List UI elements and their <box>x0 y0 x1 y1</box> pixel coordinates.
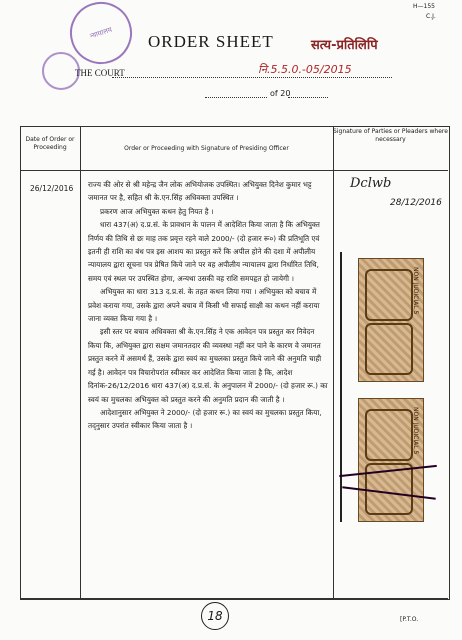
of-dotted-line <box>205 97 267 98</box>
table-bottom-border <box>20 598 448 599</box>
court-seal: न्यायालय <box>62 0 140 72</box>
order-text <box>88 178 328 433</box>
order-paragraph: धारा 437(अ) द.प्र.सं. के प्रावधान के पालन में आदेशित किया जाता है कि अभियुक्त निर्णय की तिथि से छः माह तक प्रवृत्त रहने वाले 2000/- (दो हजार रू०) की प्रतिभूति एवं इतनी ही राशि का बंध पत्र इस आशय का प्रस्तुत करें कि अपील होने की दशा में अपीलीय न्यायालय द्वारा सूचना पत्र प्रेषित किये जाने पर वह अपीलीय न्यायालय द्वारा निर्धारित तिथि, समय एवं स्थल पर उपस्थित होगा, अन्यथा उसकी वह राशि समपहृत हो जायेगी । <box>88 220 320 283</box>
column-divider <box>333 126 334 598</box>
revenue-stamp <box>358 258 424 382</box>
revenue-stamp <box>358 398 424 522</box>
pto-label: [P.T.O. <box>400 616 419 623</box>
order-paragraph: आदेशानुसार अभियुक्त ने 2000/- (दो हजार रू.) का स्वयं का मुचलका प्रस्तुत किया, तद्नुसार उपरांत स्वीकार किया जाता है । <box>88 407 322 431</box>
entry-date: 26/12/2016 <box>30 184 74 193</box>
signature-bracket <box>340 252 354 522</box>
order-paragraph: प्रकरण आज अभियुक्त कथन हेतु नियत है । <box>100 206 214 216</box>
stamp-value: NON JUDICIAL 5 <box>412 267 419 315</box>
page-number: 18 <box>201 602 229 630</box>
signature-date: 28/12/2016 <box>390 198 442 208</box>
stamp-emblem-icon <box>365 323 413 375</box>
stamp-emblem-icon <box>365 409 413 461</box>
date-column-header: Date of Order or Proceeding <box>25 136 75 151</box>
of-year-label: of 20 <box>270 89 291 98</box>
stamp-emblem-icon <box>365 269 413 321</box>
order-column-header: Order or Proceeding with Signature of Presiding Officer <box>124 145 289 152</box>
stamp-value: NON JUDICIAL 5 <box>412 407 419 455</box>
signature: Dclwb <box>350 176 392 191</box>
true-copy-stamp: सत्य-प्रतिलिपि <box>311 38 378 53</box>
order-paragraph: अभियुक्त का धारा 313 द.प्र.सं. के तहत कथन लिया गया । अभियुक्त को बचाव में प्रवेश कराया गया, उसके द्वारा अपने बचाव में किसी भी सफाई साक्षी का कथन नहीं कराया जाना व्यक्त किया गया है । <box>88 287 320 324</box>
year-dotted-line <box>288 97 328 98</box>
order-paragraph: राज्य की ओर से श्री महेन्द्र जैन लोक अभियोजक उपस्थित। अभियुक्त दिनेश कुमार भट्ट जमानत पर है, सहित श्री के.एन.सिंह अधिवक्ता उपस्थित । <box>88 180 312 203</box>
form-cj: C.J. <box>426 13 436 20</box>
order-paragraph: इसी स्तर पर बचाव अधिवक्ता श्री के.एन.सिंह ने एक आवेदन पत्र प्रस्तुत कर निवेदन किया कि, अभियुक्त द्वारा सक्षम जमानतदार की व्यवस्था नहीं कर पाने के कारण वे जमानत प्रस्तुत करने में असमर्थ हैं, उसके द्वारा स्वयं का मुचलका प्रस्तुत किये जाने की अनुमति चाही गई है। आवेदन पत्र विचारोपरांत स्वीकार कर आदेशित किया जाता है कि, आदेश दिनांक-26/12/2016 धारा 437(अ) द.प्र.सं. के अनुपालन में 2000/- (दो हजार रू.) का स्वयं का मुचलका अभियुक्त को प्रस्तुत करने की अनुमति प्रदान की जाती है । <box>88 327 328 404</box>
court-dotted-line <box>112 77 392 78</box>
header-divider <box>20 170 448 171</box>
page-title: ORDER SHEET <box>148 32 274 51</box>
signature-column-header: Signature of Parties or Pleaders where necessary <box>333 128 448 143</box>
form-number: H—155 <box>413 3 435 10</box>
court-label: THE COURT <box>75 68 125 78</box>
case-number: नि.5.5.0.-05/2015 <box>258 63 352 76</box>
column-divider <box>80 126 81 598</box>
